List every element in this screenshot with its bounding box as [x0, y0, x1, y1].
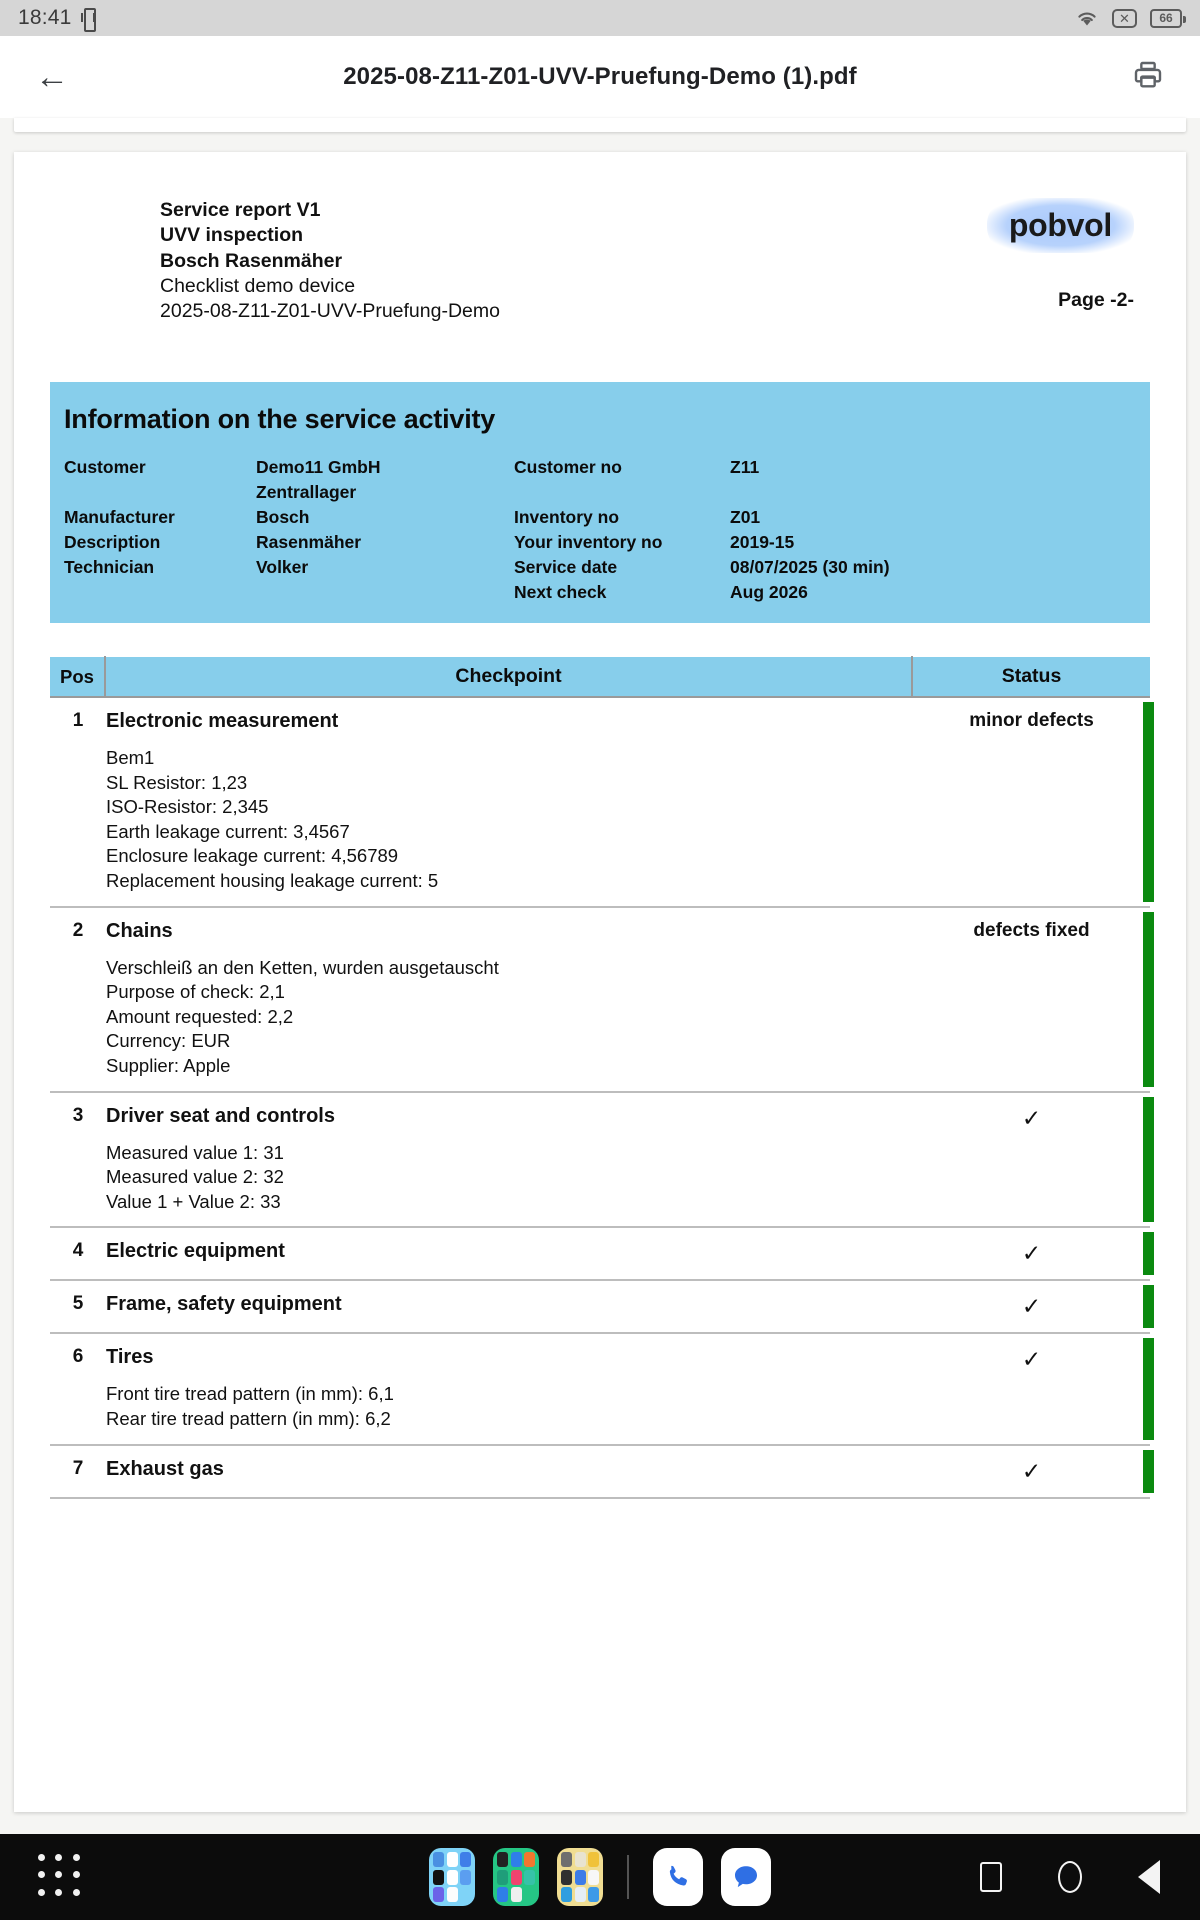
phone-app-icon[interactable]	[653, 1848, 703, 1906]
detail-line: Amount requested: 2,2	[106, 1005, 294, 1027]
table-row	[50, 1334, 1150, 1445]
battery-icon	[1150, 9, 1182, 28]
recents-icon[interactable]	[980, 1862, 1002, 1892]
row-title: Tires	[106, 1346, 154, 1369]
report-reference: 2025-08-Z11-Z01-UVV-Pruefung-Demo	[160, 300, 500, 323]
navigation-buttons	[980, 1860, 1160, 1894]
system-navigation-bar	[0, 1834, 1200, 1920]
status-badge: ✓	[1021, 1104, 1042, 1131]
detail-line: Measured value 2: 32	[106, 1166, 284, 1188]
column-header-status: Status	[1001, 665, 1062, 687]
info-value: Zentrallager	[256, 482, 357, 502]
row-position: 1	[72, 710, 84, 731]
detail-line: Currency: EUR	[106, 1030, 231, 1052]
folder-green[interactable]	[493, 1848, 539, 1906]
status-bar-right	[1075, 9, 1182, 28]
row-details	[106, 746, 913, 894]
status-flag	[1143, 1232, 1154, 1275]
back-button[interactable]	[30, 55, 74, 99]
detail-line: Verschleiß an den Ketten, wurden ausgetauscht	[106, 956, 499, 978]
table-row	[50, 908, 1150, 1093]
info-label: Description	[64, 532, 161, 552]
row-details	[106, 1382, 913, 1431]
detail-line: Earth leakage current: 3,4567	[106, 820, 350, 842]
row-title: Exhaust gas	[106, 1457, 224, 1480]
info-value: Volker	[256, 557, 309, 577]
status-badge: ✓	[1021, 1293, 1042, 1320]
row-content	[106, 709, 913, 894]
info-label: Inventory no	[514, 507, 620, 527]
status-flag	[1143, 702, 1154, 902]
info-label: Next check	[514, 582, 607, 602]
row-title: Electronic measurement	[106, 710, 339, 732]
app-drawer-icon[interactable]	[38, 1854, 84, 1900]
detail-line: Front tire tread pattern (in mm): 6,1	[106, 1383, 394, 1405]
document-header-text	[50, 180, 500, 323]
table-row	[50, 1093, 1150, 1229]
folder-blue[interactable]	[429, 1848, 475, 1906]
status-flag	[1143, 912, 1154, 1087]
info-value: Aug 2026	[730, 582, 808, 602]
info-label: Your inventory no	[514, 532, 663, 552]
print-icon	[1132, 59, 1164, 96]
detail-line: Rear tire tread pattern (in mm): 6,2	[106, 1407, 391, 1429]
info-label: Customer	[64, 457, 146, 477]
row-content	[106, 1457, 913, 1485]
messages-app-icon[interactable]	[721, 1848, 771, 1906]
print-button[interactable]	[1126, 55, 1170, 99]
table-row	[50, 1228, 1150, 1281]
back-arrow-icon: ←	[35, 58, 69, 96]
pdf-viewer[interactable]	[0, 118, 1200, 1870]
info-label: Manufacturer	[64, 507, 175, 527]
info-value: Demo11 GmbH	[256, 457, 381, 477]
taskbar-dock	[429, 1848, 771, 1906]
info-value: Bosch	[256, 507, 310, 527]
row-content	[106, 1292, 913, 1320]
no-sim-glyph: ✕	[1119, 10, 1130, 26]
info-value: Z11	[730, 457, 760, 477]
document-header	[50, 180, 1150, 323]
detail-line: Purpose of check: 2,1	[106, 981, 285, 1003]
row-title: Driver seat and controls	[106, 1104, 335, 1127]
row-title: Chains	[106, 919, 173, 942]
service-info-title: Information on the service activity	[64, 404, 496, 434]
info-value	[730, 480, 1150, 505]
system-status-bar	[0, 0, 1200, 36]
info-label	[514, 480, 730, 505]
folder-yellow[interactable]	[557, 1848, 603, 1906]
company-logo: pobvol	[987, 198, 1134, 253]
home-icon[interactable]	[1058, 1861, 1082, 1893]
report-subtitle: UVV inspection	[160, 224, 304, 247]
row-content	[106, 1104, 913, 1215]
info-value: 08/07/2025 (30 min)	[730, 557, 890, 577]
status-bar-left	[18, 6, 94, 30]
detail-line: Measured value 1: 31	[106, 1141, 284, 1163]
info-value: Z01	[730, 507, 761, 527]
table-row	[50, 698, 1150, 908]
document-header-meta	[987, 180, 1150, 310]
dock-separator	[627, 1855, 629, 1899]
vibrate-icon	[81, 8, 94, 28]
report-checklist: Checklist demo device	[160, 275, 356, 298]
status-flag	[1143, 1285, 1154, 1328]
table-row	[50, 1281, 1150, 1334]
report-device: Bosch Rasenmäher	[160, 249, 343, 272]
checkpoint-table-header	[50, 657, 1150, 698]
row-position: 2	[72, 919, 84, 941]
app-header-bar	[0, 36, 1200, 118]
wifi-icon	[1075, 9, 1099, 27]
report-title: Service report V1	[160, 199, 321, 221]
clock: 18:41	[18, 6, 72, 29]
row-details	[106, 1141, 913, 1215]
row-title: Frame, safety equipment	[106, 1293, 342, 1316]
detail-line: Enclosure leakage current: 4,56789	[106, 845, 399, 867]
detail-line: ISO-Resistor: 2,345	[106, 796, 269, 818]
service-info-box	[50, 382, 1150, 623]
info-label: Customer no	[514, 457, 622, 477]
column-header-checkpoint: Checkpoint	[106, 656, 913, 697]
row-content	[106, 1239, 913, 1267]
status-flag	[1143, 1338, 1154, 1439]
detail-line: Replacement housing leakage current: 5	[106, 869, 439, 891]
status-flag	[1143, 1450, 1154, 1493]
status-badge: minor defects	[969, 710, 1094, 731]
pdf-page	[14, 152, 1186, 1812]
status-flag	[1143, 1097, 1154, 1223]
status-badge: defects fixed	[973, 919, 1090, 941]
back-icon[interactable]	[1138, 1860, 1160, 1894]
status-badge: ✓	[1021, 1457, 1042, 1484]
page-title: 2025-08-Z11-Z01-UVV-Pruefung-Demo (1).pdf	[343, 63, 857, 90]
service-info-grid	[50, 455, 1150, 605]
table-row	[50, 1446, 1150, 1499]
info-label	[64, 480, 256, 505]
row-position: 3	[72, 1104, 84, 1126]
info-label: Service date	[514, 557, 618, 577]
info-value: Rasenmäher	[256, 532, 362, 552]
page-number: Page -2-	[1058, 289, 1134, 311]
row-position: 7	[72, 1457, 84, 1479]
row-title: Electric equipment	[106, 1240, 285, 1263]
info-value: 2019-15	[730, 532, 795, 552]
info-label	[64, 580, 256, 605]
row-details	[106, 956, 913, 1079]
status-badge: ✓	[1021, 1240, 1042, 1267]
checkpoint-table	[50, 657, 1150, 1499]
column-header-pos: Pos	[50, 656, 106, 697]
row-content	[106, 919, 913, 1079]
status-badge: ✓	[1021, 1346, 1042, 1373]
previous-page-edge	[14, 118, 1186, 132]
no-sim-icon	[1112, 9, 1137, 28]
row-position: 5	[72, 1293, 84, 1315]
row-position: 4	[72, 1240, 84, 1262]
info-label: Technician	[64, 557, 155, 577]
row-content	[106, 1345, 913, 1431]
detail-line: SL Resistor: 1,23	[106, 771, 248, 793]
battery-level: 66	[1159, 11, 1173, 25]
detail-line: Bem1	[106, 747, 155, 768]
row-position: 6	[72, 1346, 84, 1368]
detail-line: Value 1 + Value 2: 33	[106, 1190, 281, 1212]
info-value	[256, 580, 514, 605]
detail-line: Supplier: Apple	[106, 1054, 231, 1076]
